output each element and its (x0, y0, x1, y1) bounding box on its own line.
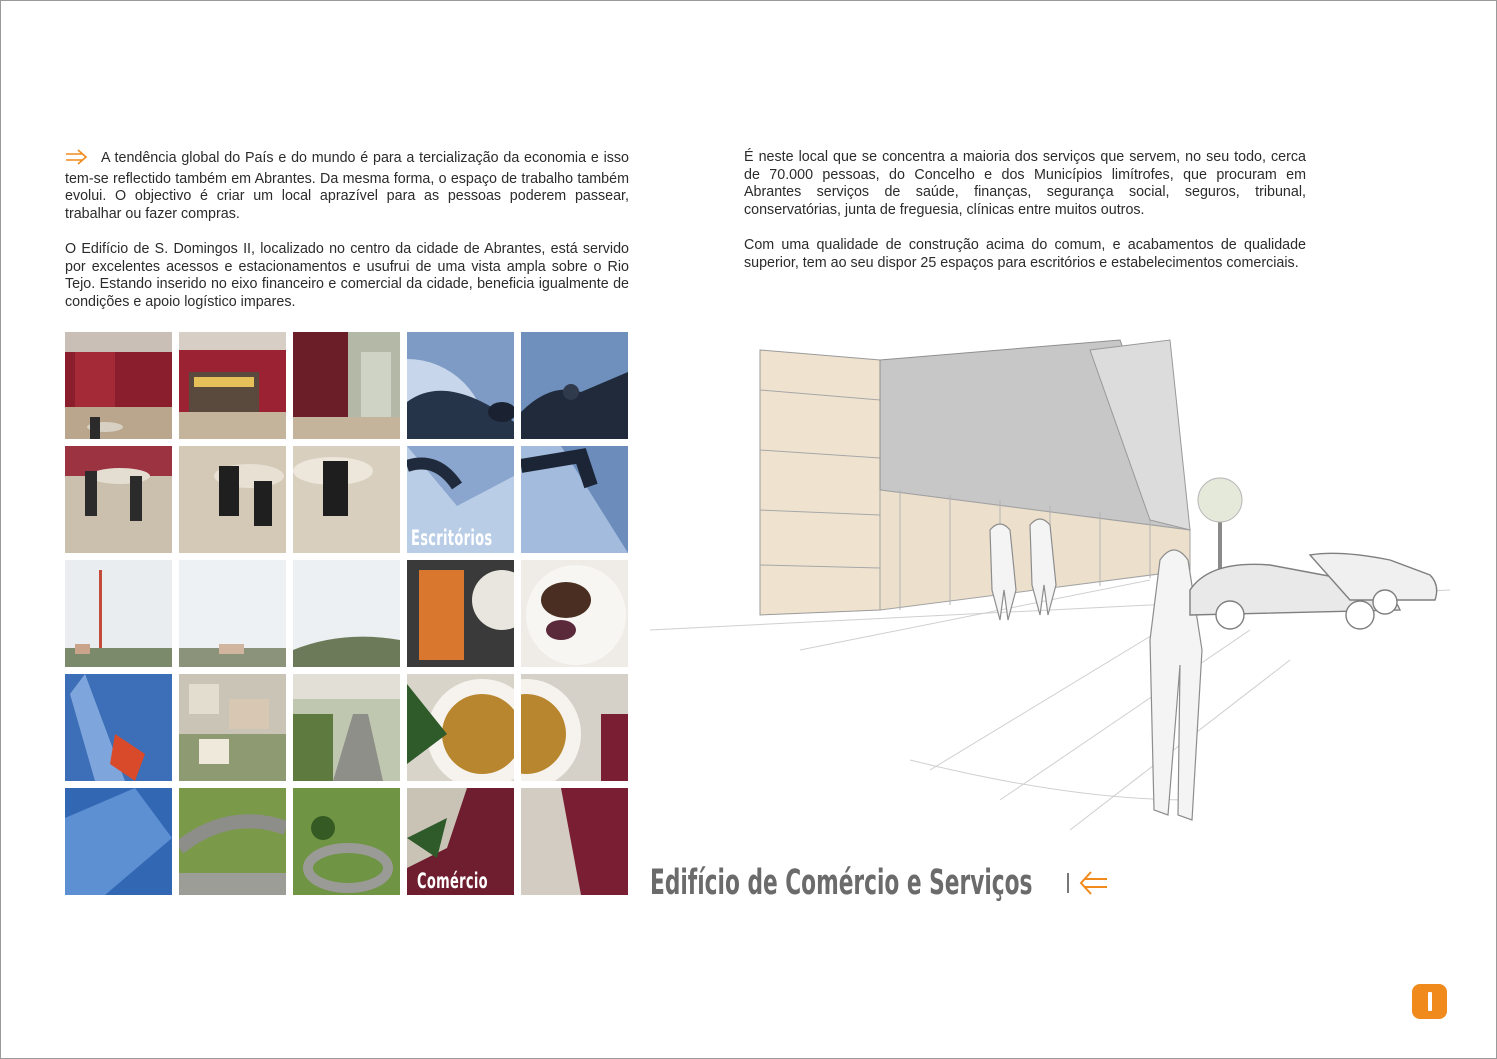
dessert-photo-tile (521, 560, 628, 667)
tablecloth-photo-tile (521, 788, 628, 895)
soup-photo-tile (407, 674, 514, 781)
photo-mosaic (65, 332, 628, 895)
quality-paragraph: Com uma qualidade de construção acima do comum, e acabamentos de qualidade superior, tem ao seu dispor 25 espaços para escritórios e estabelecimentos comerciais. (744, 236, 1306, 271)
juice-photo-tile (407, 560, 514, 667)
headline: Edifício de Comércio e Serviços (650, 863, 1033, 903)
roundabout-photo-tile (179, 788, 286, 895)
offices-label: Escritórios (411, 526, 493, 550)
left-text-column (65, 149, 629, 329)
sketched-cars (1190, 553, 1437, 629)
right-text-column (744, 149, 1306, 290)
cafe-table-photo-tile (293, 446, 400, 553)
cafe-seating-photo-tile (65, 446, 172, 553)
street-view-photo-tile (293, 674, 400, 781)
building-facade (760, 340, 1190, 615)
intro-paragraph-text: A tendência global do País e do mundo é para a tercialização da economia e isso tem-se reflectido também em Abrantes. Da mesma forma, o espaço de trabalho também evolui. O objectivo é criar um local aprazível para as pessoas poderem passear, trabalhar ou fazer compras. (65, 150, 629, 222)
double-arrow-right-icon (65, 149, 101, 171)
cafe-photo-tile (65, 332, 172, 439)
handshake-photo-tile-2 (521, 332, 628, 439)
town-houses-photo-tile (179, 674, 286, 781)
handshake-photo-tile (407, 332, 514, 439)
roundabout-aerial-photo-tile (293, 788, 400, 895)
soup-bowl-photo-tile (521, 674, 628, 781)
hill-town-photo-tile (293, 560, 400, 667)
cafe-chairs-photo-tile (179, 446, 286, 553)
tree (1198, 478, 1242, 570)
headline-separator (1067, 873, 1069, 893)
office-tower-photo-tile (521, 446, 628, 553)
architectural-sketch (650, 330, 1460, 850)
blue-motion-photo-tile (65, 788, 172, 895)
page-number-mark (1428, 992, 1432, 1011)
intro-paragraph (65, 149, 629, 223)
commerce-label: Comércio (417, 869, 488, 893)
ground-lines (650, 580, 1450, 830)
antenna-town-photo-tile (65, 560, 172, 667)
location-paragraph: O Edifício de S. Domingos II, localizado no centro da cidade de Abrantes, está servido por excelentes acessos e estacionamentos e usufrui de uma vista ampla sobre o Rio Tejo. Estando inserido no eixo financeiro e comercial da cidade, beneficia igualmente de condições e apoio logístico impares. (65, 240, 629, 310)
cafe-counter-photo-tile (179, 332, 286, 439)
services-paragraph: É neste local que se concentra a maioria dos serviços que servem, no seu todo, cerca de 70.000 pessoas, do Concelho e dos Municípios limítrofes, que procuram em Abrantes serviços de saúde, finanças, segurança social, seguros, tribunal, conservatórias, junta de freguesia, clínicas entre muitos outros. (744, 149, 1306, 218)
double-arrow-left-icon (1077, 870, 1109, 896)
sky-town-photo-tile (179, 560, 286, 667)
motion-blur-photo-tile (65, 674, 172, 781)
page-number-badge (1412, 984, 1447, 1019)
restroom-photo-tile (293, 332, 400, 439)
